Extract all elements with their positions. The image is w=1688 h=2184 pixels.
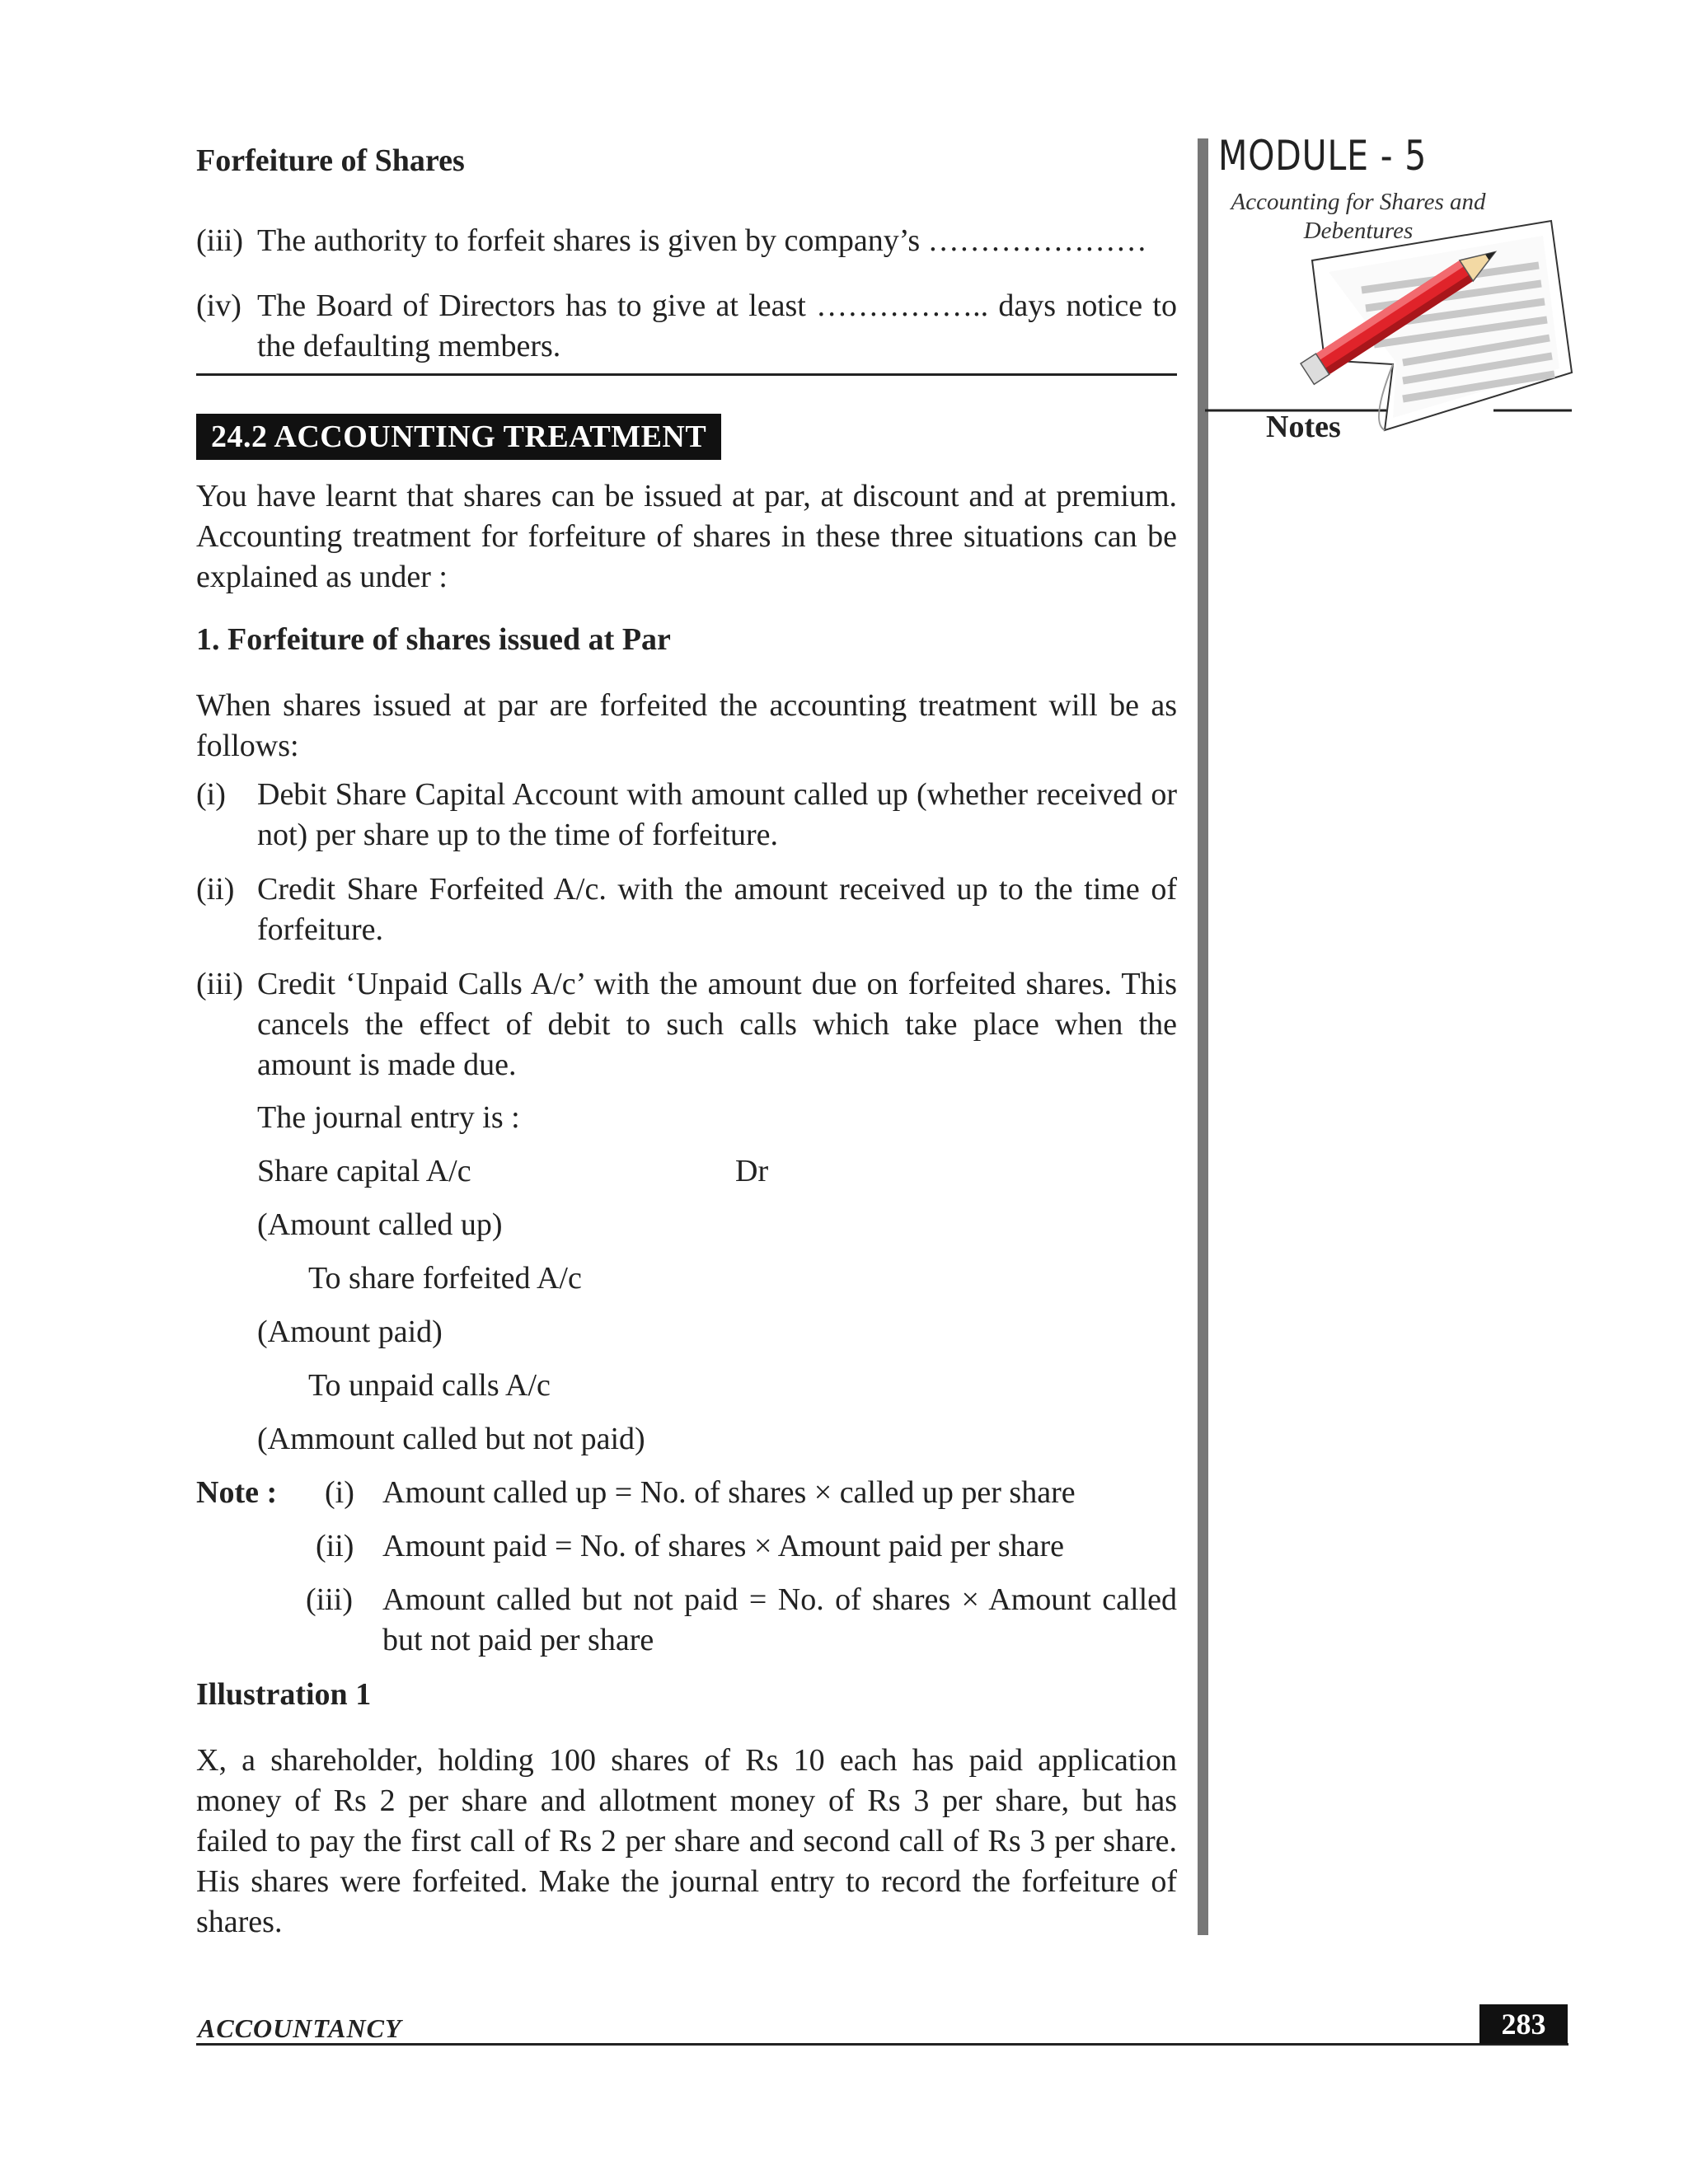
note-item-number: (iii) [306,1582,353,1617]
list-item [196,964,1177,1085]
notes-label: Notes [1266,410,1341,444]
notepad-pencil-icon [1205,216,1584,455]
page-number: 283 [1479,2004,1568,2044]
list-item-number: (ii) [196,872,235,907]
intro-paragraph: You have learnt that shares can be issued at par, at discount and at premium. Accounting treatment for forfeiture of shares in these three situations can be explained as under : [196,479,1177,594]
section-title: 24.2 ACCOUNTING TREATMENT [196,414,721,460]
note-item-text: Amount paid = No. of shares × Amount paid per share [382,1529,1064,1563]
list-item [196,869,1177,950]
note-item-text: Amount called but not paid = No. of shares × Amount called but not paid per share [382,1582,1177,1657]
journal-dr-marker: Dr [735,1154,769,1188]
journal-note: (Amount called up) [257,1207,503,1242]
list-item-text: Debit Share Capital Account with amount called up (whether received or not) per share up to the time of forfeiture. [257,777,1177,852]
section-heading: Forfeiture of Shares [196,143,465,178]
list-item [196,775,1177,855]
list-item-text: Credit ‘Unpaid Calls A/c’ with the amount due on forfeited shares. This cancels the effect of debit to such calls which take place when the amount is made due. [257,967,1177,1082]
illustration-heading: Illustration 1 [196,1677,372,1712]
journal-note: (Amount paid) [257,1315,443,1349]
list-item-number: (iii) [196,967,243,1001]
note-item-number: (ii) [316,1529,354,1563]
footer-rule [196,2043,1568,2046]
question-text: The authority to forfeit shares is given by company’s ………………… [257,223,1147,258]
list-item-number: (i) [196,777,226,812]
module-title: MODULE - 5 [1218,132,1428,180]
sub-intro-paragraph: When shares issued at par are forfeited the accounting treatment will be as follows: [196,688,1177,763]
question-text: The Board of Directors has to give at least …………….. days notice to the defaulting members. [257,288,1177,363]
question-number: (iii) [196,223,243,258]
footer-subject: ACCOUNTANCY [198,2013,402,2043]
question-iii [196,221,1177,261]
note-label: Note : [196,1475,278,1510]
question-iv [196,286,1177,367]
sub-heading: 1. Forfeiture of shares issued at Par [196,622,671,657]
divider [196,373,1177,376]
illustration-paragraph: X, a shareholder, holding 100 shares of Rs 10 each has paid application money of Rs 2 per share and allotment money of Rs 3 per share, but has failed to pay the first call of Rs 2 per share and second call of Rs 3 per share. His shares were forfeited. Make the journal entry to record the forfeiture of shares. [196,1743,1177,1939]
journal-note: (Ammount called but not paid) [257,1422,645,1456]
module-subtitle: Accounting for Shares and Debentures [1231,189,1486,244]
journal-credit-account: To share forfeited A/c [308,1261,582,1296]
journal-intro: The journal entry is : [257,1100,520,1135]
journal-debit-account: Share capital A/c [257,1154,471,1188]
note-item-number: (i) [325,1475,354,1510]
question-number: (iv) [196,288,241,323]
journal-credit-account: To unpaid calls A/c [308,1368,551,1403]
list-item-text: Credit Share Forfeited A/c. with the amount received up to the time of forfeiture. [257,872,1177,947]
note-item-text: Amount called up = No. of shares × called up per share [382,1475,1076,1510]
